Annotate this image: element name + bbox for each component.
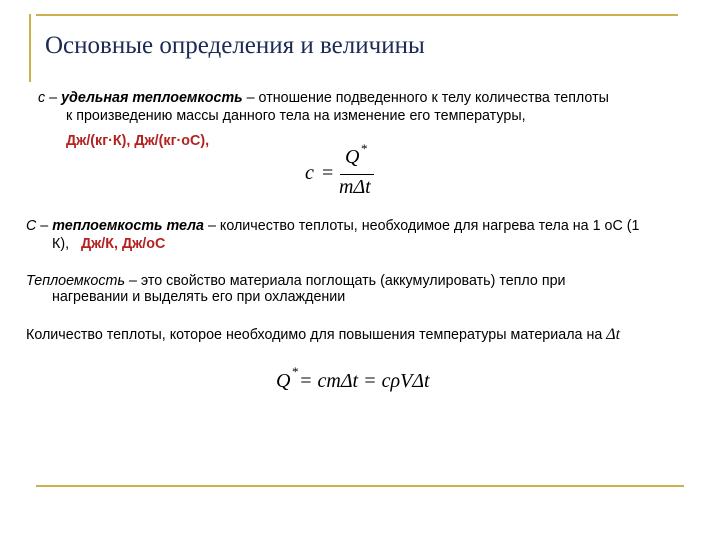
- symbol-C: C: [26, 218, 37, 234]
- formula-lhs: c: [305, 162, 314, 184]
- slide-title: Основные определения и величины: [45, 32, 425, 59]
- decorative-vertical-line: [29, 14, 31, 82]
- units-specific-heat: Дж/(кг·К), Дж/(кг·оС),: [66, 133, 210, 149]
- decorative-bottom-line: [36, 485, 684, 487]
- formula-star: *: [361, 141, 368, 156]
- definition-text: – это свойство материала поглощать (аккумулировать) тепло при: [124, 273, 566, 289]
- term-heat-capacity: теплоемкость тела: [52, 218, 205, 234]
- formula-denominator: mΔt: [339, 176, 371, 198]
- definition-text: Количество теплоты, которое необходимо для повышения температуры материала на: [26, 327, 607, 343]
- formula-numerator: Q: [345, 146, 360, 168]
- definition-heat-capacity-property: [26, 273, 566, 290]
- fraction-bar: [340, 174, 374, 175]
- formula-equals: =: [322, 162, 334, 184]
- symbol-delta-t: Δt: [606, 326, 621, 343]
- formula-star: *: [292, 364, 299, 379]
- symbol-c: c: [38, 90, 46, 106]
- definition-specific-heat: [38, 90, 609, 107]
- definition-specific-heat-line2: к произведению массы данного тела на изменение его температуры,: [66, 108, 526, 124]
- formula-rhs: = cmΔt = cρVΔt: [299, 370, 430, 392]
- dash: –: [36, 218, 53, 234]
- definition-heat-quantity: [26, 326, 620, 344]
- decorative-top-line: [36, 14, 678, 16]
- definition-heat-capacity-property-line2: нагревании и выделять его при охлаждении: [52, 289, 346, 305]
- definition-text: – отношение подведенного к телу количества теплоты: [242, 90, 609, 106]
- dash: –: [45, 90, 62, 106]
- definition-heat-capacity: [26, 218, 639, 235]
- term-heat-capacity-general: Теплоемкость: [26, 273, 125, 289]
- term-specific-heat: удельная теплоемкость: [61, 90, 243, 106]
- formula-lhs: Q: [276, 370, 291, 392]
- units-heat-capacity: Дж/К, Дж/оС: [80, 236, 166, 252]
- definition-heat-capacity-line2: [52, 236, 165, 253]
- definition-text: – количество теплоты, необходимое для нагрева тела на 1 оС (1: [204, 218, 640, 234]
- unit-prefix: К),: [52, 236, 70, 252]
